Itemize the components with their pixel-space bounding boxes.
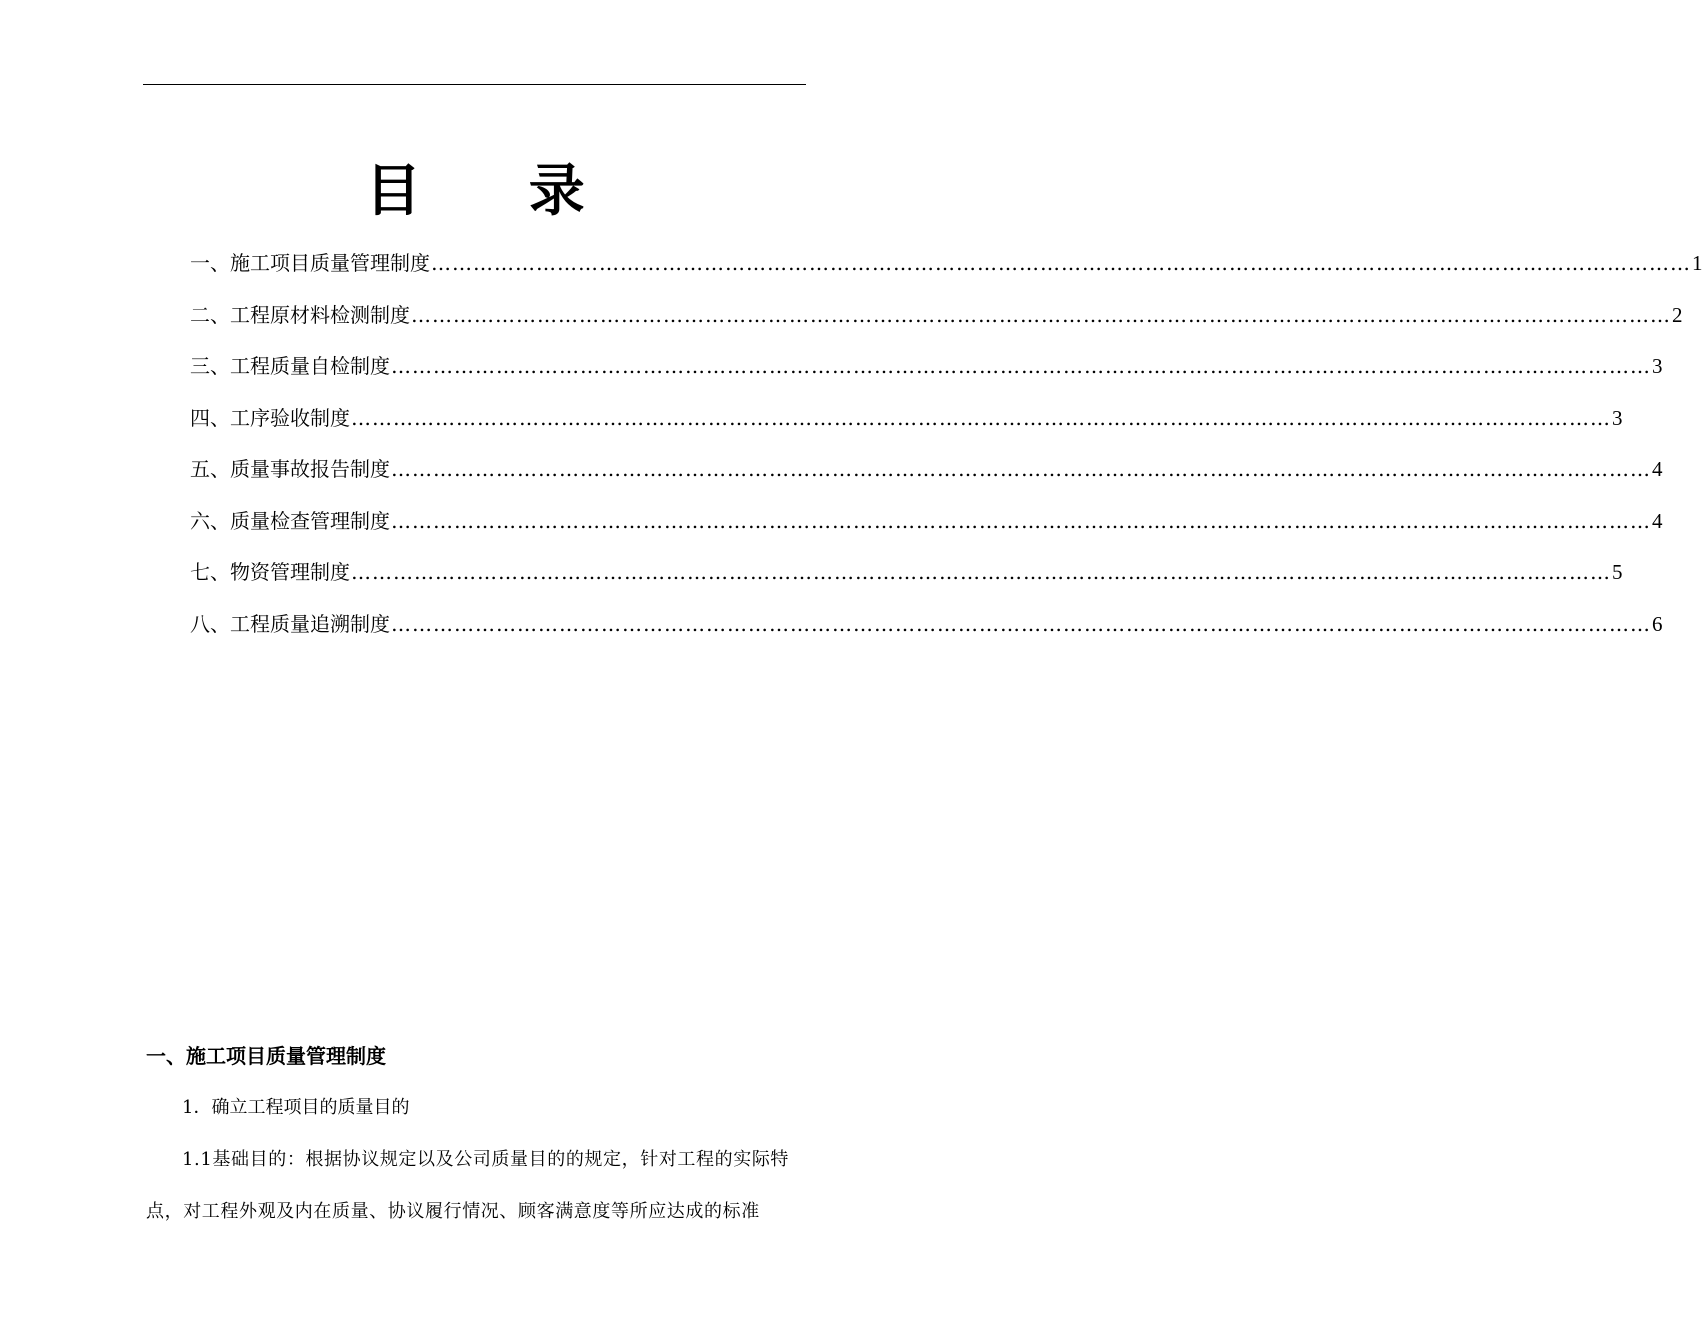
toc-entry-label: 六、质量检查管理制度 [190, 508, 390, 533]
toc-entry[interactable] [190, 399, 1623, 451]
toc-entry-page: 4 [1652, 457, 1663, 481]
toc-leader-dots: ……………………………………………………………………………………………………………………………………………………………… [351, 405, 1611, 430]
toc-leader-dots: ……………………………………………………………………………………………………………………………………………………………… [391, 508, 1651, 533]
toc-entry-label: 一、施工项目质量管理制度 [190, 251, 430, 275]
toc-entry-label: 三、工程质量自检制度 [190, 354, 390, 378]
section-subheading: 1．确立工程项目的质量目的 [182, 1097, 410, 1118]
toc-entry-page: 3 [1612, 405, 1623, 430]
toc-leader-dots: ……………………………………………………………………………………………………………………………………………………………… [431, 251, 1691, 275]
toc-entry-label: 五、质量事故报告制度 [190, 457, 390, 481]
toc-leader-dots: ……………………………………………………………………………………………………………………………………………………………… [351, 560, 1611, 584]
toc-entry-page: 2 [1672, 302, 1683, 327]
toc-entry-label: 四、工序验收制度 [190, 405, 350, 430]
toc-leader-dots: ……………………………………………………………………………………………………………………………………………………………… [391, 611, 1651, 636]
toc-entry-label: 七、物资管理制度 [190, 560, 350, 584]
toc-entry[interactable] [190, 553, 1623, 605]
toc-leader-dots: ……………………………………………………………………………………………………………………………………………………………… [391, 457, 1651, 481]
toc-entry-page: 1 [1692, 251, 1703, 275]
table-of-contents [190, 244, 1703, 656]
section-heading: 一、施工项目质量管理制度 [146, 1044, 386, 1068]
toc-entry[interactable] [190, 244, 1703, 296]
toc-entry-page: 3 [1652, 354, 1663, 378]
toc-entry[interactable] [190, 347, 1663, 399]
toc-entry[interactable] [190, 502, 1663, 554]
toc-entry[interactable] [190, 605, 1663, 657]
toc-entry[interactable] [190, 296, 1683, 348]
toc-entry-page: 4 [1652, 508, 1663, 533]
toc-title: 目 录 [365, 158, 629, 224]
toc-entry-label: 二、工程原材料检测制度 [190, 302, 410, 327]
toc-leader-dots: ……………………………………………………………………………………………………………………………………………………………… [411, 302, 1671, 327]
body-paragraph: 1.1基础目的：根据协议规定以及公司质量目的的规定，针对工程的实际特点，对工程外观及内在质量、协议履行情况、顾客满意度等所应达成的标准 [146, 1149, 790, 1222]
header-rule [143, 84, 806, 85]
toc-entry-label: 八、工程质量追溯制度 [190, 611, 390, 636]
toc-leader-dots: ……………………………………………………………………………………………………………………………………………………………… [391, 354, 1651, 378]
toc-entry[interactable] [190, 450, 1663, 502]
toc-entry-page: 6 [1652, 611, 1663, 636]
toc-entry-page: 5 [1612, 560, 1623, 584]
